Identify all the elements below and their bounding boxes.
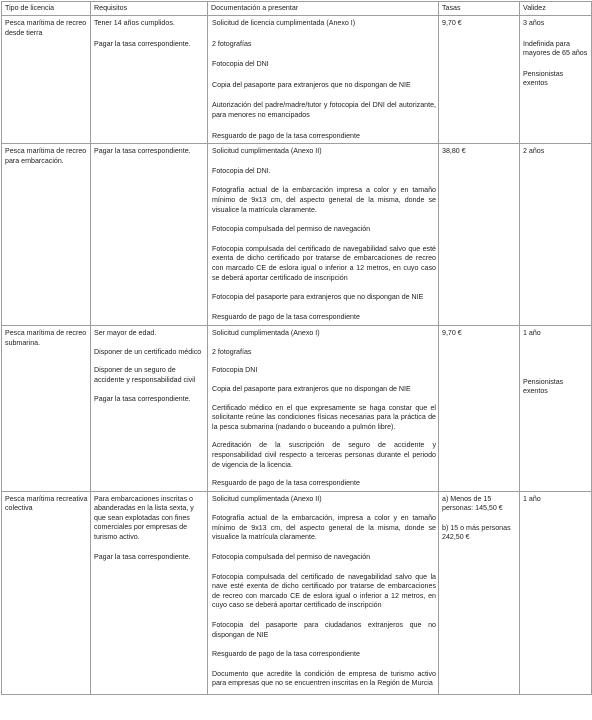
document-item: Solicitud cumplimentada (Anexo II) (212, 147, 322, 156)
validity-cell (520, 16, 592, 144)
document-item: Fotocopia compulsada del certificado de navegabilidad salvo que la nave esté exenta de dicho certificado por tratarse de embarcaciones de recreo con marcado CE de eslora igual o inferior a 12 metros, en cuyo caso se deberá aportar certificado de inscripción (212, 572, 436, 610)
document-item: Certificado médico en el que expresamente se haga constar que el solicitante reúne las condiciones físicas necesarias para la práctica de la pesca submarina (nadando o buceando a pulmón libre). (212, 403, 436, 431)
document-item: Fotocopia del DNI. (212, 166, 271, 175)
header-documents: Documentación a presentar (208, 2, 439, 16)
license-type-cell (2, 144, 91, 326)
requirement-item: Ser mayor de edad. (94, 329, 157, 338)
validity-item: 2 años (523, 147, 545, 156)
validity-item: 1 año (523, 329, 541, 338)
validity-cell (520, 144, 592, 326)
requirement-item: Disponer de un certificado médico (94, 347, 202, 356)
documents-cell (208, 16, 439, 144)
license-table (1, 1, 592, 695)
header-requirements: Requisitos (91, 2, 208, 16)
fees-cell (439, 491, 520, 694)
document-item: Fotografía actual de la embarcación, impresa a color y en tamaño mínimo de 9x13 cm, del aspecto general de la misma, donde se visualice la matrícula claramente. (212, 514, 436, 542)
document-item: Fotocopia DNI (212, 366, 258, 375)
fee-item: 9,70 € (442, 329, 462, 338)
document-item: Copia del pasaporte para extranjeros que no dispongan de NIE (212, 80, 411, 89)
fee-item: b) 15 o más personas 242,50 € (442, 523, 511, 542)
document-item: Solicitud de licencia cumplimentada (Anexo I) (212, 19, 356, 27)
document-item: Fotocopia compulsada del certificado de navegabilidad salvo que esté exenta de dicho certificado por tratarse de embarcaciones de recreo con marcado CE de eslora igual o inferior a 12 metros, en cuyo caso se deberá aportar certificado de inscripción (212, 244, 436, 282)
header-validity: Validez (520, 2, 592, 16)
license-type-cell (2, 326, 91, 492)
document-item: Solicitud cumplimentada (Anexo I) (212, 329, 320, 338)
license-type-text: Pesca marítima de recreo submarina. (5, 329, 87, 347)
document-item: Resguardo de pago de la tasa correspondiente (212, 131, 360, 140)
fee-item: a) Menos de 15 personas: 145,50 € (442, 494, 503, 513)
document-item: Fotocopia compulsada del permiso de navegación (212, 225, 371, 234)
fee-item: 9,70 € (442, 19, 462, 27)
license-type-text: Pesca marítima de recreo desde tierra (5, 19, 87, 37)
table-header (2, 2, 592, 16)
document-item: Fotocopia compulsada del permiso de navegación (212, 553, 371, 562)
validity-item: 1 año (523, 494, 541, 503)
requirement-item: Pagar la tasa correspondiente. (94, 39, 191, 48)
document-item: Copia del pasaporte para extranjeros que no dispongan de NIE (212, 384, 411, 393)
validity-item: Indefinida para mayores de 65 años (523, 39, 588, 58)
document-item: Resguardo de pago de la tasa correspondiente (212, 650, 360, 659)
fees-cell (439, 16, 520, 144)
requirement-item: Pagar la tasa correspondiente. (94, 147, 191, 156)
documents-cell (208, 491, 439, 694)
requirements-cell (91, 16, 208, 144)
license-type-cell (2, 491, 91, 694)
header-license-type: Tipo de licencia (2, 2, 91, 16)
header-row (2, 2, 592, 16)
document-item: Fotocopia del pasaporte para ciudadanos extranjeros que no dispongan de NIE (212, 621, 436, 639)
document-item: Fotografía actual de la embarcación impresa a color y en tamaño mínimo de 9x13 cm, del aspecto general de la misma, donde se visualice la matrícula claramente. (212, 186, 436, 214)
license-type-cell (2, 16, 91, 144)
document-item: Resguardo de pago de la tasa correspondiente (212, 479, 360, 488)
license-type-text: Pesca marítima recreativa colectiva (5, 494, 88, 513)
documents-cell (208, 144, 439, 326)
table-row (2, 491, 592, 694)
document-item: Fotocopia del pasaporte para extranjeros que no dispongan de NIE (212, 293, 424, 302)
document-item: Solicitud cumplimentada (Anexo II) (212, 494, 322, 503)
document-item: 2 fotografías (212, 39, 252, 48)
requirements-cell (91, 491, 208, 694)
requirements-cell (91, 144, 208, 326)
documents-cell (208, 326, 439, 492)
requirement-item: Para embarcaciones inscritas o abanderadas en la lista sexta, y que sean explotadas con fines comerciales por empresas de turismo activo. (94, 494, 194, 542)
header-fees: Tasas (439, 2, 520, 16)
validity-item: Pensionistas exentos (523, 377, 564, 396)
fees-cell (439, 326, 520, 492)
requirement-item: Pagar la tasa correspondiente. (94, 552, 191, 561)
requirement-item: Tener 14 años cumplidos. (94, 19, 175, 27)
license-table-body (2, 16, 592, 695)
table-row (2, 144, 592, 326)
document-item: Autorización del padre/madre/tutor y fotocopia del DNI del autorizante, para menores no emancipados (212, 101, 436, 119)
document-item: Documento que acredite la condición de empresa de turismo activo para empresas que no se encuentren inscritas en la Región de Murcia (212, 669, 436, 688)
validity-item: 3 años (523, 19, 545, 27)
license-type-text: Pesca marítima de recreo para embarcación. (5, 147, 87, 165)
document-item: Fotocopia del DNI (212, 60, 269, 69)
fee-item: 38,80 € (442, 147, 466, 156)
fees-cell (439, 144, 520, 326)
document-item: 2 fotografías (212, 347, 252, 356)
validity-cell (520, 491, 592, 694)
requirement-item: Pagar la tasa correspondiente. (94, 394, 191, 403)
document-item: Acreditación de la suscripción de seguro de accidente y responsabilidad civil respecto a terceras personas durante el periodo de vigencia de la licencia. (212, 441, 436, 469)
validity-cell (520, 326, 592, 492)
requirement-item: Disponer de un seguro de accidente y responsabilidad civil (94, 366, 196, 384)
table-row (2, 16, 592, 144)
table-row (2, 326, 592, 492)
validity-item: Pensionistas exentos (523, 69, 564, 88)
document-item: Resguardo de pago de la tasa correspondiente (212, 312, 360, 321)
requirements-cell (91, 326, 208, 492)
